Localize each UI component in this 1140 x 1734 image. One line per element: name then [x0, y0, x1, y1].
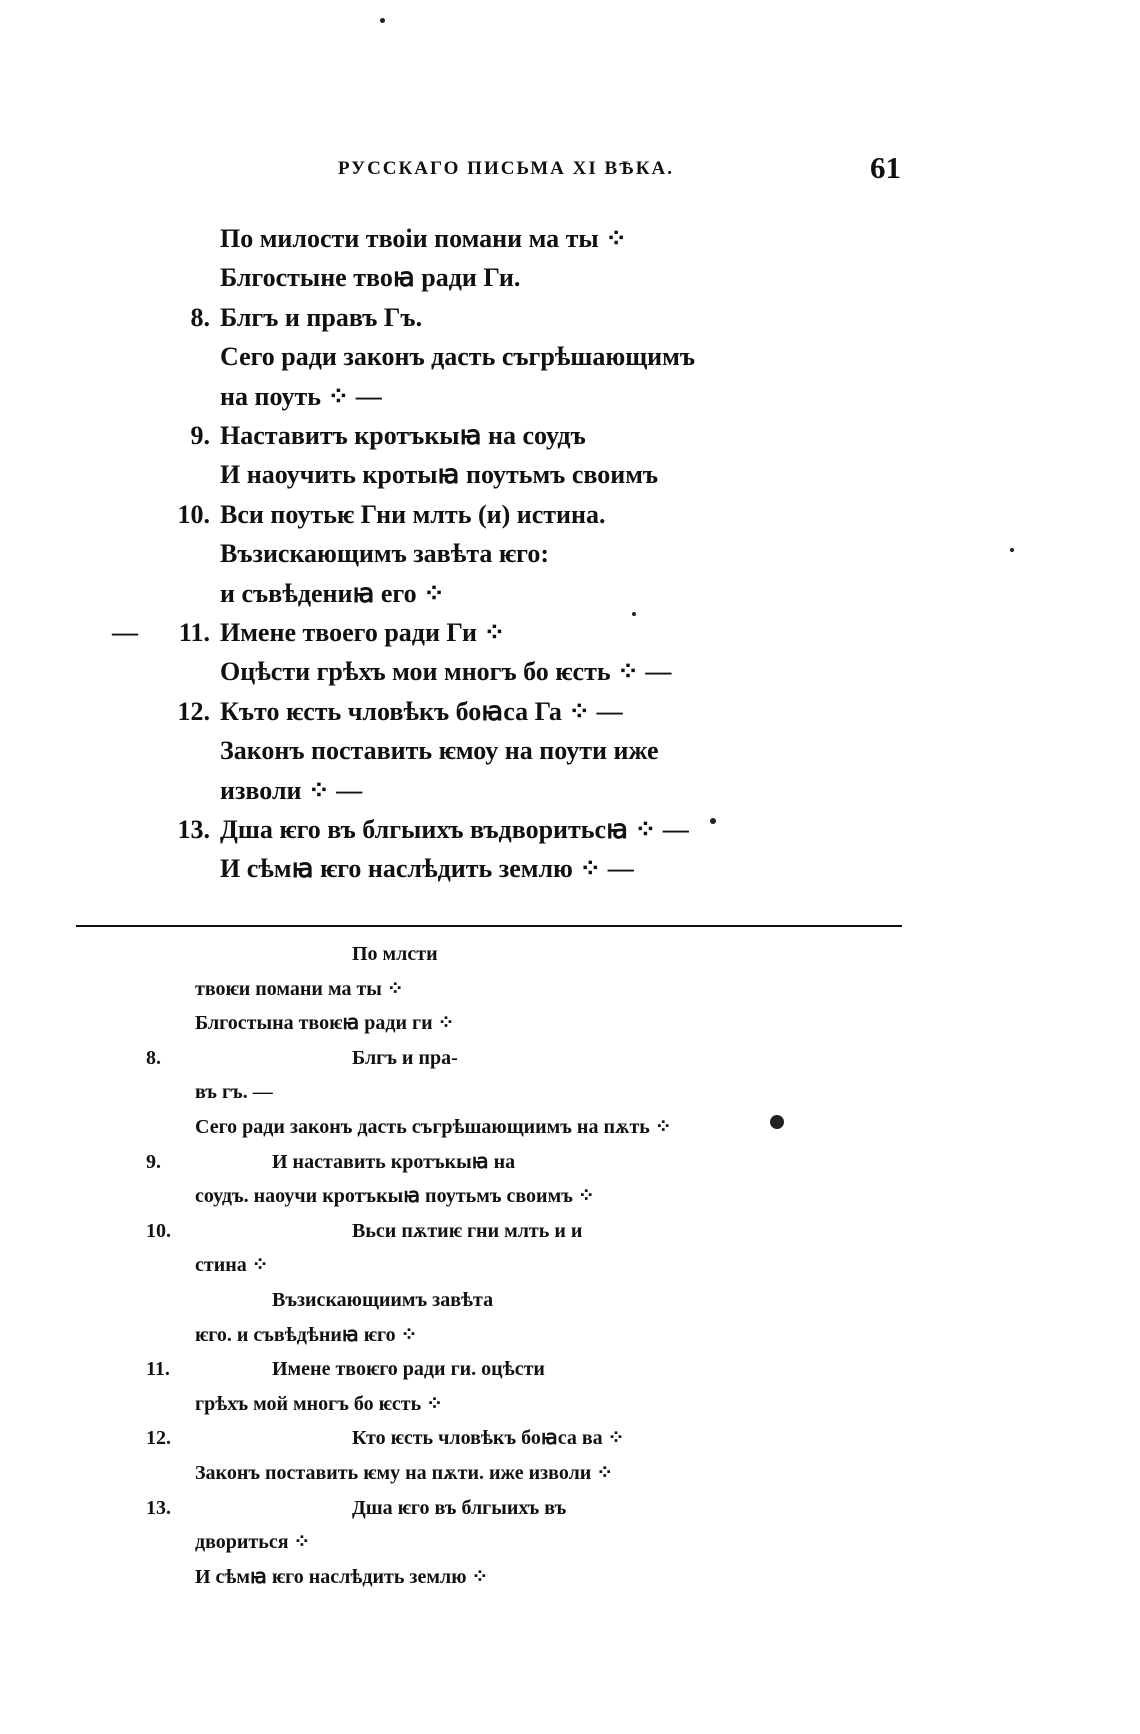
verse-text: Блгостыне твоꙗ ради Ги. — [220, 263, 521, 293]
verse-number: 10. — [177, 499, 210, 529]
verse-number: 11. — [178, 618, 210, 647]
line-dash-mark: — — [112, 618, 138, 647]
print-speck — [1010, 548, 1014, 552]
verse-text: и съвѣдениꙗ его ⁘ — [220, 578, 445, 608]
verse-text: Законъ поставить ѥмоу на поути иже — [220, 736, 659, 766]
verse-number: 13. — [177, 815, 210, 844]
verse-text: Оцѣсти грѣхъ мои многъ бо ѥсть ⁘ — — [220, 657, 672, 687]
verse-text: Кто ѥсть чловѣкъ боꙗса ва ⁘ — [352, 1427, 625, 1450]
verse-text: Сего ради законъ дасть съгрѣшающиимъ на пѫть ⁘ — [195, 1116, 672, 1138]
verse-text: Вьси пѫтиѥ гни млть и и — [352, 1219, 583, 1242]
verse-text: Възискающиимъ завѣта — [272, 1289, 494, 1311]
verse-text: И наоучить кротыꙗ поутьмъ своимъ — [220, 460, 659, 490]
verse-text: Сего ради законъ дасть съгрѣшающимъ — [220, 342, 696, 372]
verse-text: Дша ѥго въ блгыихъ въ — [352, 1496, 567, 1519]
verse-text: И сѣмꙗ ѥго наслѣдить землю ⁘ — — [220, 854, 634, 884]
verse-number: 13. — [146, 1496, 171, 1519]
verse-text: И наставить кротъкыꙗ на — [272, 1150, 516, 1173]
verse-text: стина ⁘ — [195, 1254, 269, 1277]
verse-text: грѣхъ мой многъ бо ѥсть ⁘ — [195, 1392, 443, 1415]
verse-text: изволи ⁘ — — [220, 775, 363, 805]
verse-number: 8. — [190, 302, 210, 332]
verse-number: 10. — [146, 1219, 171, 1242]
verse-text: По млсти — [352, 943, 438, 965]
separator-rule — [76, 925, 902, 927]
verse-text: двориться ⁘ — [195, 1531, 311, 1554]
verse-number: 11. — [146, 1358, 170, 1381]
page-number: 61 — [870, 150, 901, 185]
print-speck — [710, 818, 716, 824]
print-speck — [632, 612, 636, 616]
verse-number: 12. — [146, 1427, 171, 1450]
print-speck — [380, 18, 385, 23]
verse-text: соудъ. наоучи кротъкыꙗ поутьмъ своимъ ⁘ — [195, 1185, 595, 1208]
running-header-title: РУССКАГО ПИСЬМА XI ВѢКА. — [338, 158, 674, 179]
verse-text: на поуть ⁘ — — [220, 381, 382, 411]
verse-text: Имене твоѥго ради ги. оцѣсти — [272, 1358, 545, 1381]
verse-number: 8. — [146, 1046, 161, 1069]
verse-text: Блгъ и пра- — [352, 1046, 458, 1069]
verse-text: Наставитъ кротъкыꙗ на соудъ — [220, 421, 586, 450]
verse-text: ѥго. и съвѣдѣниꙗ ѥго ⁘ — [195, 1323, 418, 1346]
verse-text: Законъ поставить ѥму на пѫти. иже изволи ⁘ — [195, 1462, 614, 1484]
verse-number: 9. — [190, 421, 210, 450]
verse-text: въ гъ. — — [195, 1081, 273, 1104]
verse-text: твоѥи помани ма ты ⁘ — [195, 977, 404, 1000]
verse-text: Къто ѥсть чловѣкъ боꙗса Га ⁘ — — [220, 696, 623, 726]
verse-text: По милости твоiи помани ма ты ⁘ — [220, 224, 627, 253]
verse-number: 12. — [177, 696, 210, 726]
verse-text: Имене твоего ради Ги ⁘ — [220, 618, 506, 647]
verse-text: Блгостына твоѥꙗ ради ги ⁘ — [195, 1012, 455, 1035]
verse-number: 9. — [146, 1150, 161, 1173]
verse-text: Вси поутьѥ Гни млть (и) истина. — [220, 499, 606, 529]
verse-text: Дша ѥго въ блгыихъ въдворитьсꙗ ⁘ — — [220, 815, 689, 844]
print-speck — [770, 1115, 784, 1129]
verse-text: И сѣмꙗ ѥго наслѣдить землю ⁘ — [195, 1565, 489, 1588]
verse-text: Възискающимъ завѣта ѥго: — [220, 539, 549, 569]
verse-text: Блгъ и правъ Гъ. — [220, 302, 423, 332]
